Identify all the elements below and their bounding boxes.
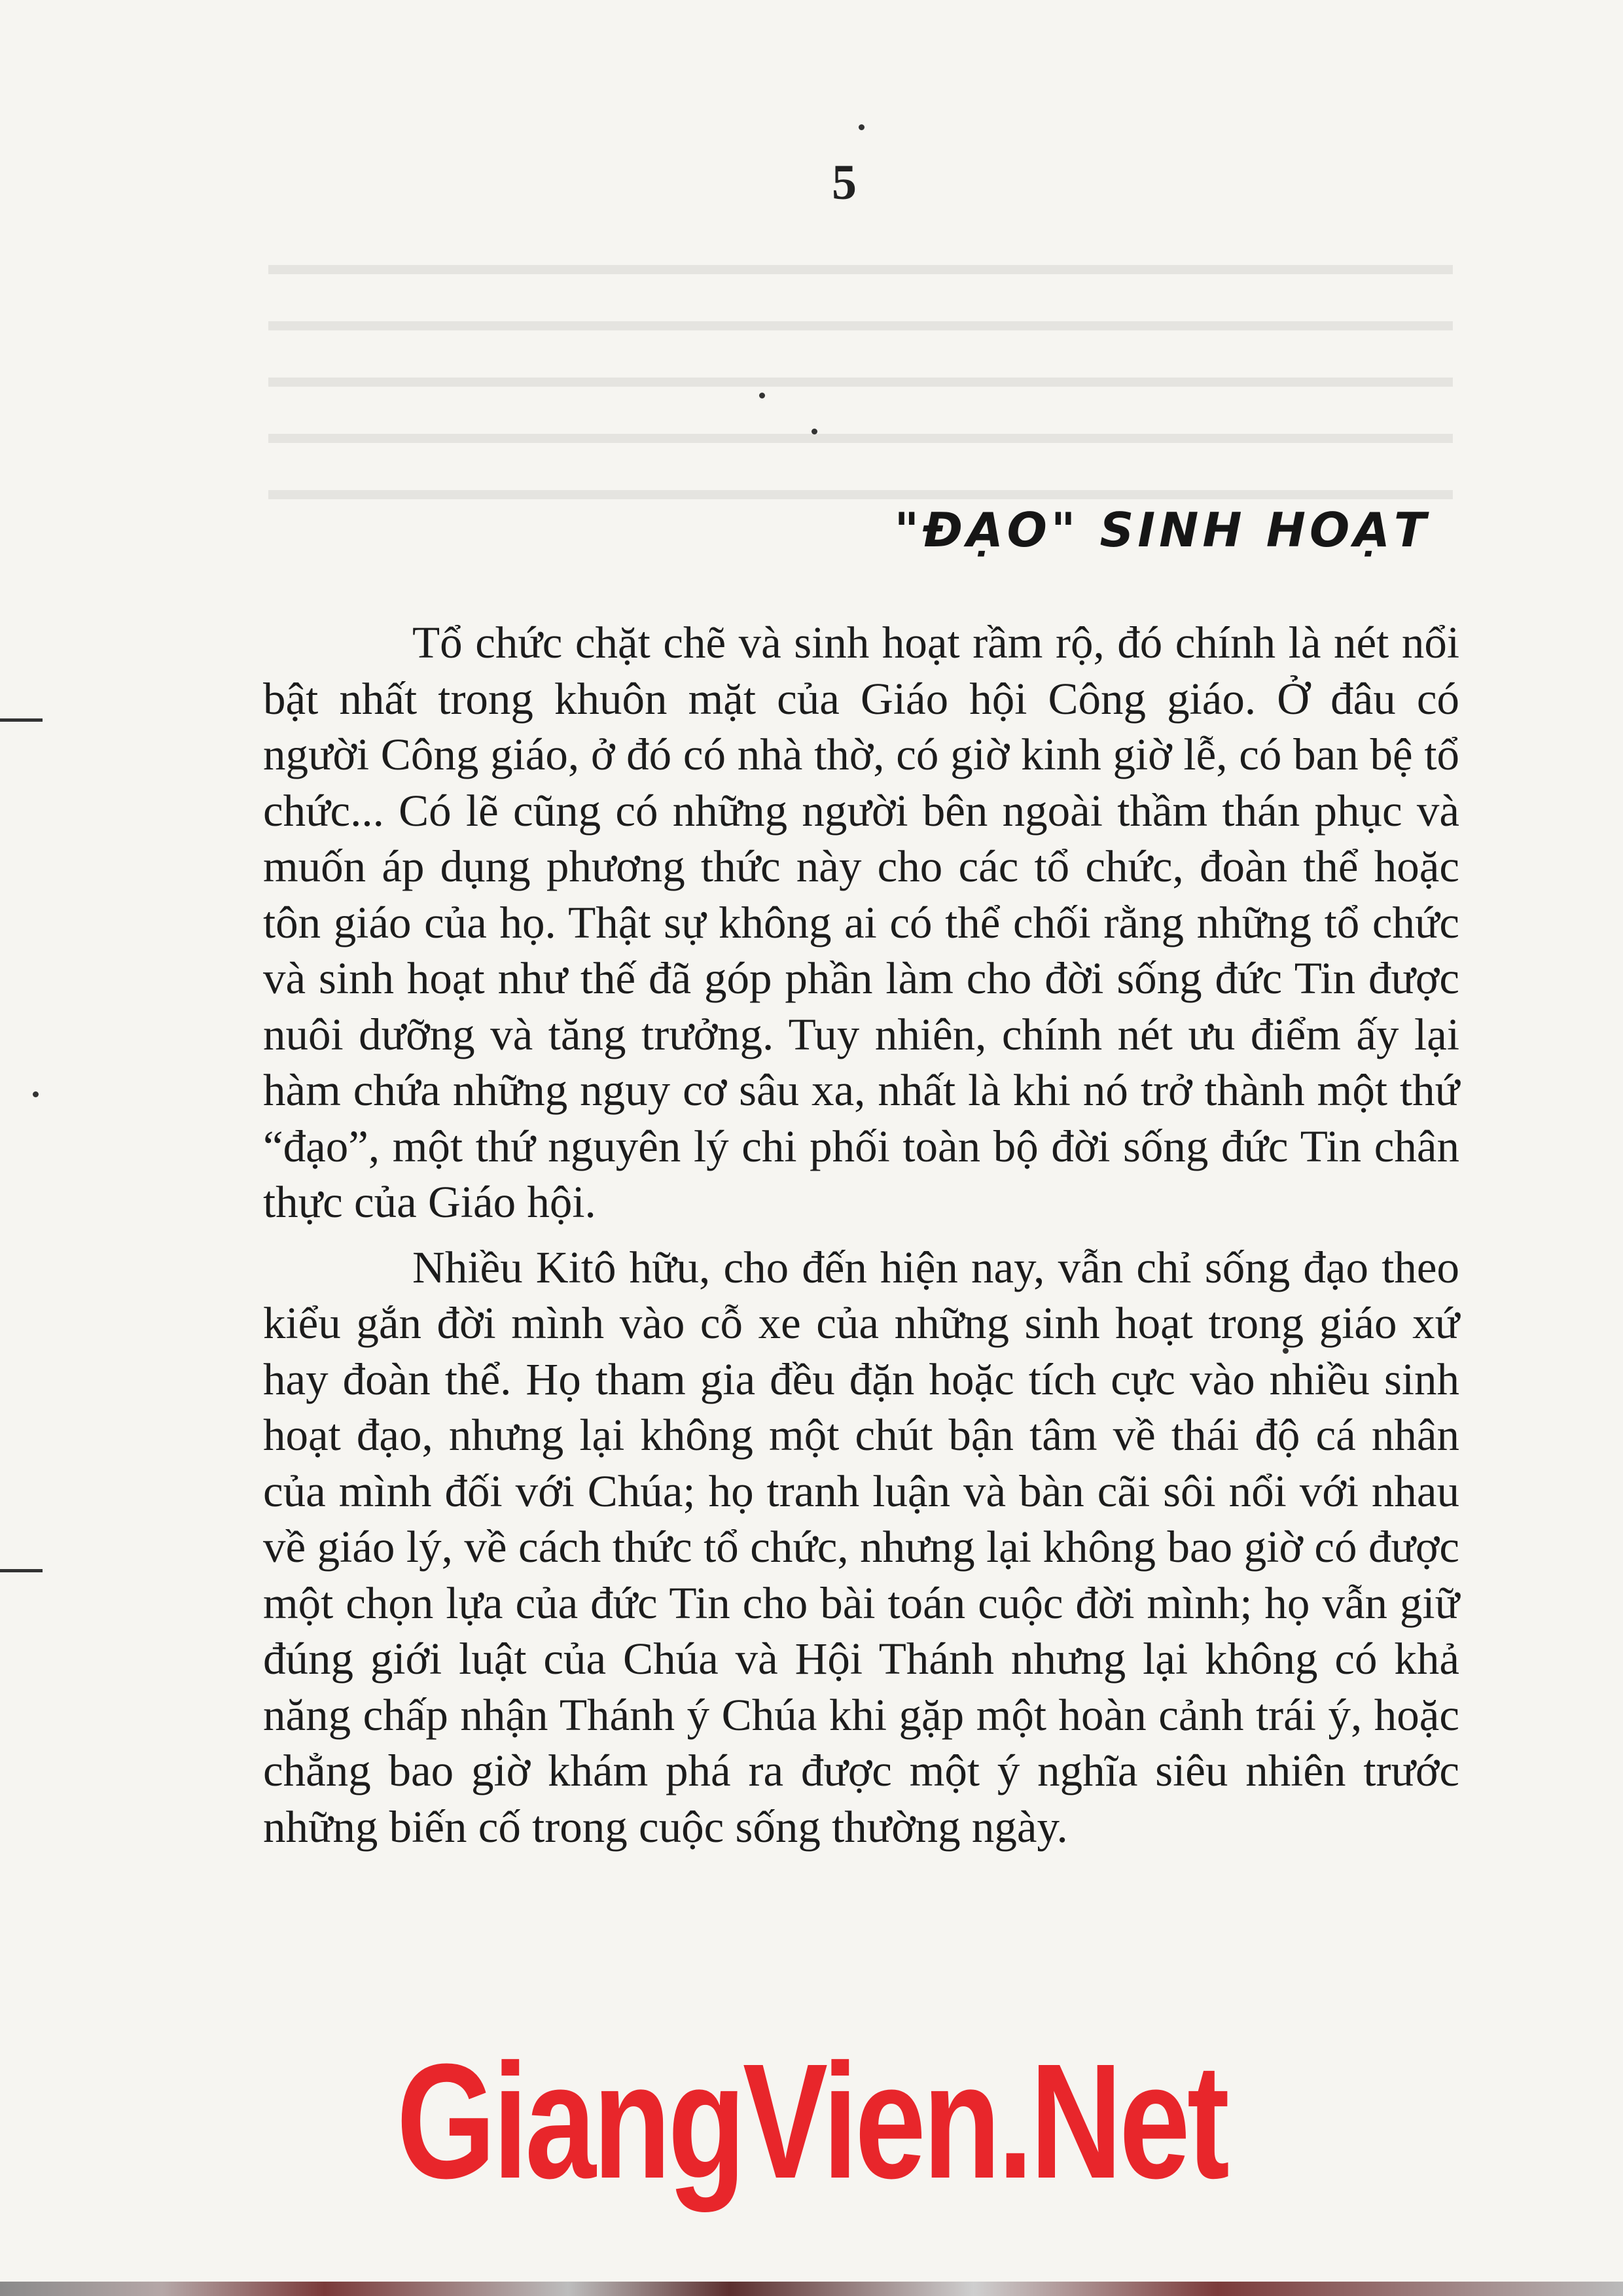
speck <box>859 124 865 130</box>
speck <box>33 1091 39 1097</box>
speck <box>759 393 765 398</box>
page-number: 5 <box>832 155 857 210</box>
margin-mark <box>0 1569 43 1572</box>
chapter-title: "ĐẠO" SINH HOẠT <box>894 503 1430 557</box>
speck <box>812 429 817 434</box>
paragraph-2: Nhiều Kitô hữu, cho đến hiện nay, vẫn chỉ sống đạo theo kiểu gắn đời mình vào cỗ xe của những sinh hoạt trong giáo xứ hay đoàn thể. Họ tham gia đều đặn hoặc tích cực vào nhiều sinh hoạt đạo, nhưng lại không một chút bận tâm về thái độ cá nhân của mình đối với Chúa; họ tranh luận và bàn cãi sôi nổi với nhau về giáo lý, về cách thức tổ chức, nhưng lại không bao giờ có được một chọn lựa của đức Tin cho bài toán cuộc đời mình; họ vẫn giữ đúng giới luật của Chúa và Hội Thánh nhưng lại không có khả năng chấp nhận Thánh ý Chúa khi gặp một hoàn cảnh trái ý, hoặc chẳng bao giờ khám phá ra được một ý nghĩa siêu nhiên trước những biến cố trong cuộc sống thường ngày. <box>263 1242 1459 1852</box>
page-bottom-edge <box>0 2282 1623 2296</box>
bleed-through-text <box>268 265 1453 527</box>
watermark-text: GiangVien.Net <box>396 2030 1227 2212</box>
margin-mark <box>0 718 43 722</box>
body-text <box>263 615 1459 1855</box>
paragraph-1: Tổ chức chặt chẽ và sinh hoạt rầm rộ, đó chính là nét nổi bật nhất trong khuôn mặt của Giáo hội Công giáo. Ở đâu có người Công giáo, ở đó có nhà thờ, có giờ kinh giờ lễ, có ban bệ tổ chức... Có lẽ cũng có những người bên ngoài thầm thán phục và muốn áp dụng phương thức này cho các tổ chức, đoàn thể hoặc tôn giáo của họ. Thật sự không ai có thể chối rằng những tổ chức và sinh hoạt như thế đã góp phần làm cho đời sống đức Tin được nuôi dưỡng và tăng trưởng. Tuy nhiên, chính nét ưu điểm ấy lại hàm chứa những nguy cơ sâu xa, nhất là khi nó trở thành một thứ “đạo”, một thứ nguyên lý chi phối toàn bộ đời sống đức Tin chân thực của Giáo hội. <box>263 618 1459 1227</box>
